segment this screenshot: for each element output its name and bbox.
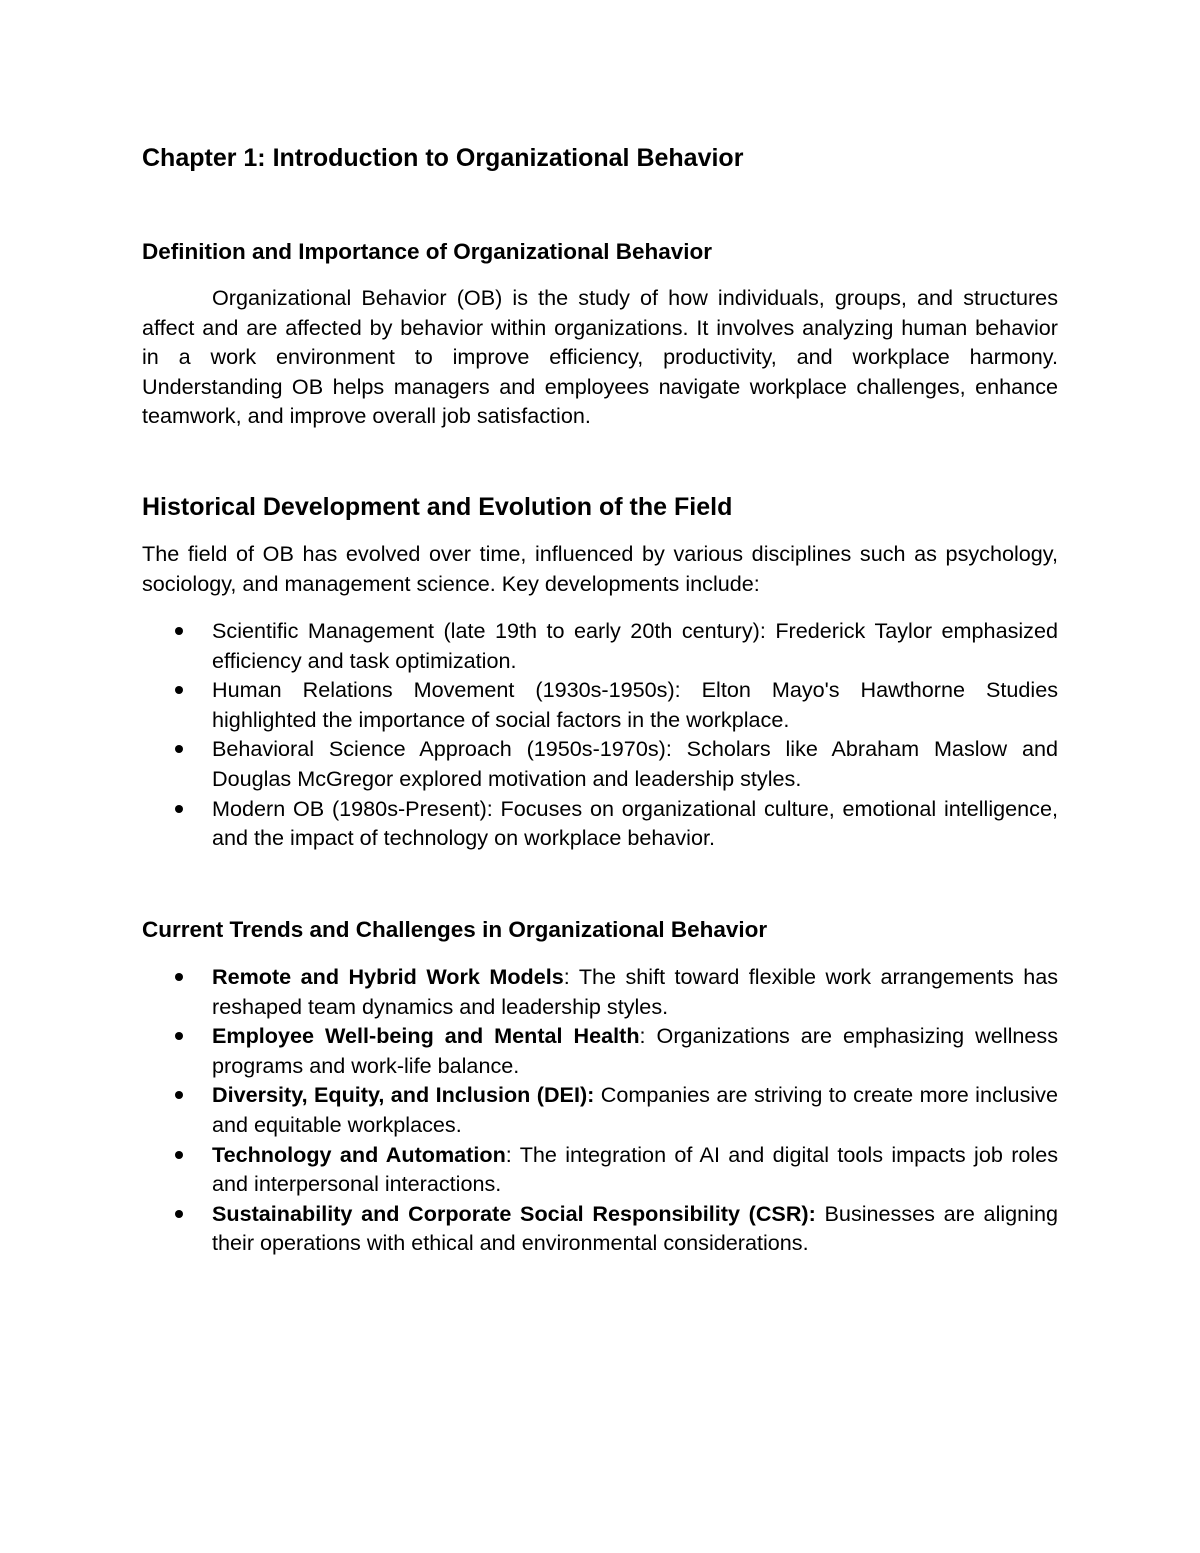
bullet-icon <box>175 686 183 694</box>
list-item <box>142 794 1058 853</box>
list-item <box>142 1199 1058 1258</box>
list-item-text: Businesses are aligning their operations with ethical and environmental considerations. <box>212 1200 1058 1256</box>
bullet-icon <box>175 1210 183 1218</box>
list-item-separator: : <box>639 1023 646 1049</box>
bullet-icon <box>175 627 183 635</box>
list-item-text: Human Relations Movement (1930s-1950s): Elton Mayo's Hawthorne Studies highlighted the importance of social factors in the workplace. <box>212 677 1058 732</box>
list-item-text: Scientific Management (late 19th to early 20th century): Frederick Taylor emphasized efficiency and task optimization. <box>212 618 1058 673</box>
section-heading-definition: Definition and Importance of Organizational Behavior <box>142 239 713 264</box>
list-item-separator: : <box>563 964 570 989</box>
bullet-icon <box>175 1032 183 1040</box>
bullet-icon <box>175 1091 183 1099</box>
trends-list <box>142 962 1058 1258</box>
list-item-text: The shift toward flexible work arrangements has reshaped team dynamics and leadership styles. <box>212 964 1059 1019</box>
list-item-term: Employee Well-being and Mental Health <box>212 1023 640 1049</box>
list-item-text: Behavioral Science Approach (1950s-1970s): Scholars like Abraham Maslow and Douglas McGregor explored motivation and leadership styles. <box>212 736 1058 791</box>
list-item <box>142 962 1058 1021</box>
list-item-term: Technology and Automation <box>212 1141 506 1167</box>
section-heading-history: Historical Development and Evolution of the Field <box>142 493 733 521</box>
list-item <box>142 1021 1058 1080</box>
list-item-text: Companies are striving to create more inclusive and equitable workplaces. <box>212 1082 1058 1137</box>
list-item-term: Diversity, Equity, and Inclusion (DEI): <box>212 1082 595 1108</box>
list-item <box>142 1080 1058 1139</box>
list-item <box>142 616 1058 675</box>
list-item-separator: : <box>505 1141 512 1167</box>
section-paragraph-definition: Organizational Behavior (OB) is the study of how individuals, groups, and structures affect and are affected by behavior within organizations. It involves analyzing human behavior in a work environment to improve efficiency, productivity, and workplace harmony. Understanding OB helps managers and employees navigate workplace challenges, enhance teamwork, and improve overall job satisfaction. <box>142 285 1058 429</box>
bullet-icon <box>175 805 183 813</box>
list-item-term: Sustainability and Corporate Social Responsibility (CSR): <box>212 1200 816 1226</box>
list-item-term: Remote and Hybrid Work Models <box>212 964 564 989</box>
chapter-title: Chapter 1: Introduction to Organizational Behavior <box>142 144 744 172</box>
list-item <box>142 734 1058 793</box>
bullet-icon <box>175 1151 183 1159</box>
history-list <box>142 616 1058 853</box>
section-paragraph-history: The field of OB has evolved over time, influenced by various disciplines such as psychology, sociology, and management science. Key developments include: <box>142 541 1058 596</box>
section-heading-trends: Current Trends and Challenges in Organizational Behavior <box>142 917 768 942</box>
bullet-icon <box>175 745 183 753</box>
list-item <box>142 1140 1058 1199</box>
list-item-text: Modern OB (1980s-Present): Focuses on organizational culture, emotional intelligence, and the impact of technology on workplace behavior. <box>212 795 1058 851</box>
list-item-text: The integration of AI and digital tools impacts job roles and interpersonal interactions. <box>212 1141 1058 1197</box>
list-item <box>142 675 1058 734</box>
bullet-icon <box>175 973 183 981</box>
list-item-text: Organizations are emphasizing wellness programs and work-life balance. <box>212 1023 1058 1078</box>
